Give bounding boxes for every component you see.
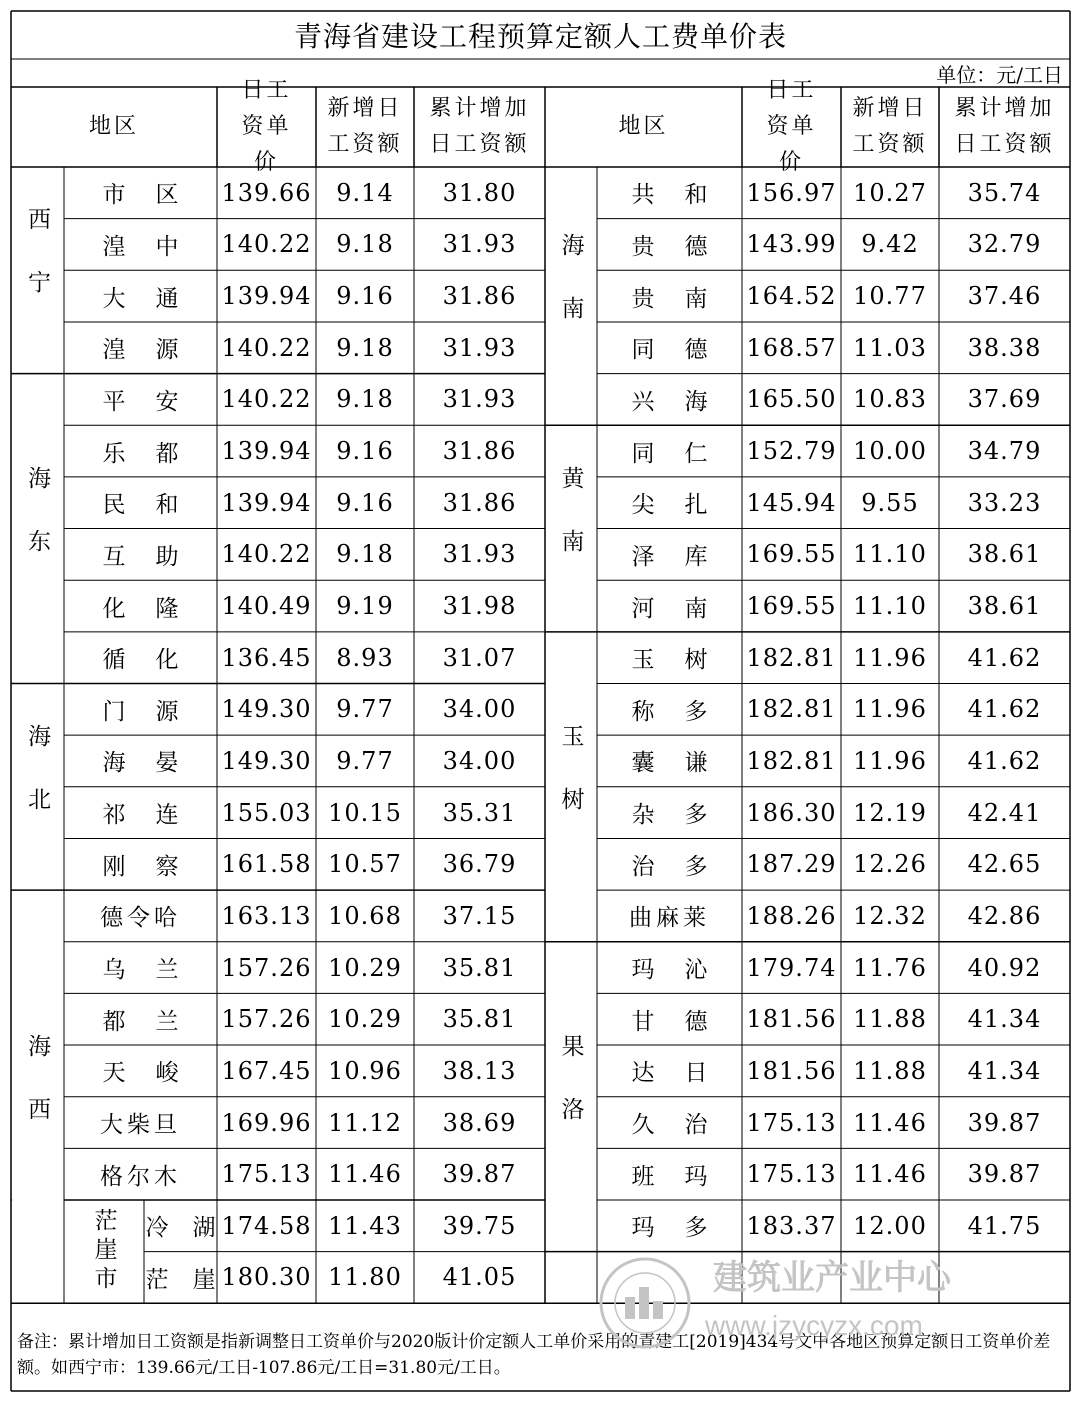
left-cumulative-cell: 31.93 [442,540,517,569]
left-new-increase-cell: 11.80 [328,1263,402,1292]
right-daily-wage-cell: 168.57 [746,333,837,362]
footnote: 备注：累计增加日工资额是指新调整日工资单价与2020版计价定额人工单价采用的青建工[2019]434号文中各地区预算定额日工资单价差额。如西宁市：139.66元/工日-107.86元/工日=31.80元/工日。 [17,1332,1051,1378]
right-new-increase-cell: 10.83 [853,385,927,414]
left-area-cell: 都兰 [102,1008,209,1035]
left-cumulative-cell: 38.69 [442,1108,517,1137]
right-daily-wage-cell: 164.52 [746,282,837,311]
right-new-increase-cell: 11.88 [853,1056,927,1085]
left-cumulative-cell: 39.87 [442,1160,517,1189]
left-daily-wage-cell: 175.13 [221,1160,312,1189]
left-cumulative-cell: 31.93 [442,230,517,259]
left-new-increase-cell: 9.14 [336,178,394,207]
right-area-cell: 玛多 [631,1215,738,1242]
left-cumulative-cell: 39.75 [442,1211,517,1240]
left-cumulative-cell: 35.31 [442,798,517,827]
right-area-cell: 囊谦 [631,750,738,777]
left-new-increase-cell: 10.15 [328,798,402,827]
right-group-2: 玉树 [557,723,584,850]
right-group-0: 海南 [557,233,584,360]
left-cumulative-cell: 35.81 [442,953,517,982]
left-new-increase-cell: 9.18 [336,385,394,414]
left-daily-wage-cell: 157.26 [221,953,312,982]
left-new-increase-cell: 11.43 [328,1211,402,1240]
right-new-increase-cell: 10.27 [853,178,927,207]
left-area-cell: 乐都 [102,440,209,467]
right-area-cell: 兴海 [631,388,738,415]
left-daily-wage-cell: 169.96 [221,1108,312,1137]
left-area-cell: 民和 [102,492,209,519]
left-new-increase-cell: 10.29 [328,1005,402,1034]
header-daily-wage-right: 日工资单价 [766,78,817,175]
header-region-right: 地区 [618,114,669,139]
right-daily-wage-cell: 169.55 [746,540,837,569]
svg-text:www.jzycyzx.com: www.jzycyzx.com [705,1310,923,1341]
left-area-cell: 门源 [102,698,209,725]
right-new-increase-cell: 11.46 [853,1108,927,1137]
header-cumulative-left: 累计增加日工资额 [429,96,530,157]
left-new-increase-cell: 11.46 [328,1160,402,1189]
left-new-increase-cell: 10.29 [328,953,402,982]
left-cumulative-cell: 31.93 [442,385,517,414]
left-daily-wage-cell: 163.13 [221,901,312,930]
left-group-0: 西宁 [24,207,50,334]
right-cumulative-cell: 38.61 [967,592,1042,620]
left-new-increase-cell: 10.68 [328,901,402,930]
unit-label: 单位：元/工日 [936,62,1063,87]
left-area-cell: 乌兰 [102,957,209,984]
right-daily-wage-cell: 175.13 [746,1160,837,1189]
right-daily-wage-cell: 143.99 [746,230,837,259]
right-new-increase-cell: 11.88 [853,1005,927,1034]
right-new-increase-cell: 12.00 [853,1211,927,1240]
left-area-cell: 祁连 [102,802,209,829]
left-cumulative-cell: 31.07 [442,643,517,672]
left-area-cell: 格尔木 [100,1163,181,1190]
left-area-cell: 湟源 [102,337,209,364]
left-daily-wage-cell: 155.03 [221,798,312,827]
left-cumulative-cell: 36.79 [442,850,517,879]
header-new-increase-right: 新增日工资额 [852,96,928,157]
right-cumulative-cell: 38.61 [967,540,1042,569]
right-daily-wage-cell: 145.94 [746,488,837,517]
right-area-cell: 杂多 [631,802,738,829]
left-area-cell: 循化 [102,647,209,674]
left-daily-wage-cell: 174.58 [221,1211,312,1240]
svg-text:建筑业产业中心: 建筑业产业中心 [713,1259,951,1297]
right-area-cell: 玉树 [631,647,738,674]
left-daily-wage-cell: 136.45 [221,643,312,672]
right-new-increase-cell: 11.46 [853,1160,927,1189]
left-new-increase-cell: 9.18 [336,230,394,259]
left-new-increase-cell: 8.93 [336,643,394,672]
right-cumulative-cell: 35.74 [967,178,1042,207]
left-new-increase-cell: 9.16 [336,437,394,466]
right-new-increase-cell: 10.00 [853,437,927,466]
right-area-cell: 泽库 [631,543,738,570]
right-cumulative-cell: 42.65 [967,850,1042,879]
right-cumulative-cell: 41.62 [967,695,1042,724]
left-daily-wage-cell: 139.94 [221,282,312,311]
right-cumulative-cell: 42.86 [967,901,1042,930]
right-new-increase-cell: 12.19 [853,798,927,827]
right-new-increase-cell: 11.96 [853,746,927,775]
right-new-increase-cell: 12.32 [853,901,927,930]
right-cumulative-cell: 41.34 [967,1005,1042,1034]
right-daily-wage-cell: 156.97 [746,178,837,207]
right-cumulative-cell: 37.69 [967,385,1042,414]
left-new-increase-cell: 9.18 [336,540,394,569]
right-daily-wage-cell: 182.81 [746,643,837,672]
right-area-cell: 河南 [631,595,738,622]
right-area-cell: 甘德 [631,1008,738,1035]
right-new-increase-cell: 9.55 [861,488,919,517]
left-daily-wage-cell: 149.30 [221,746,312,775]
right-daily-wage-cell: 182.81 [746,746,837,775]
left-new-increase-cell: 9.18 [336,333,394,362]
left-daily-wage-cell: 139.94 [221,488,312,517]
left-area-cell: 湟中 [102,233,209,260]
left-area-cell: 德令哈 [100,905,181,932]
header-region-left: 地区 [88,114,139,139]
left-area-cell: 化隆 [102,595,209,622]
left-new-increase-cell: 10.57 [328,850,402,879]
right-group-3: 果洛 [557,1033,584,1160]
left-area-cell: 平安 [102,388,209,415]
right-daily-wage-cell: 179.74 [746,953,837,982]
left-area-cell: 大柴旦 [100,1112,181,1138]
right-area-cell: 班玛 [631,1163,738,1190]
right-area-cell: 同仁 [631,440,738,467]
header-daily-wage-left: 日工资单价 [241,78,292,175]
right-cumulative-cell: 41.34 [967,1056,1042,1085]
right-cumulative-cell: 39.87 [967,1108,1042,1137]
left-area-cell: 刚察 [102,853,209,880]
left-cumulative-cell: 34.00 [442,746,517,775]
right-daily-wage-cell: 181.56 [746,1056,837,1085]
right-cumulative-cell: 39.87 [967,1160,1042,1189]
right-area-cell: 久治 [631,1112,738,1138]
left-daily-wage-cell: 140.22 [221,385,312,414]
right-area-cell: 玛沁 [631,957,738,984]
left-group-2: 海北 [24,723,50,850]
right-group-1: 黄南 [557,465,584,592]
right-cumulative-cell: 38.38 [967,333,1042,362]
right-area-cell: 尖扎 [631,492,738,519]
left-daily-wage-cell: 161.58 [221,850,312,879]
left-subgroup-mangya: 茫崖市 [90,1208,117,1296]
right-new-increase-cell: 9.42 [861,230,919,259]
right-daily-wage-cell: 165.50 [746,385,837,414]
right-cumulative-cell: 32.79 [967,230,1042,259]
right-new-increase-cell: 11.10 [853,540,927,569]
right-cumulative-cell: 33.23 [967,488,1042,517]
right-new-increase-cell: 12.26 [853,850,927,879]
left-new-increase-cell: 11.12 [328,1108,402,1137]
header-new-increase-left: 新增日工资额 [327,96,403,157]
left-daily-wage-cell: 140.49 [221,592,312,620]
right-new-increase-cell: 11.96 [853,643,927,672]
right-daily-wage-cell: 186.30 [746,798,837,827]
left-daily-wage-cell: 140.22 [221,230,312,259]
right-cumulative-cell: 41.75 [967,1211,1042,1240]
page-title: 青海省建设工程预算定额人工费单价表 [293,20,787,53]
price-table-sheet [11,11,1070,1391]
right-new-increase-cell: 11.03 [853,333,927,362]
left-daily-wage-cell: 157.26 [221,1005,312,1034]
right-cumulative-cell: 42.41 [967,798,1042,827]
left-new-increase-cell: 9.16 [336,282,394,311]
right-daily-wage-cell: 181.56 [746,1005,837,1034]
left-area-cell: 茫崖 [145,1266,240,1293]
right-daily-wage-cell: 152.79 [746,437,837,466]
left-cumulative-cell: 41.05 [442,1263,517,1292]
header-cumulative-right: 累计增加日工资额 [954,96,1055,157]
right-area-cell: 称多 [631,698,738,725]
left-daily-wage-cell: 140.22 [221,333,312,362]
left-cumulative-cell: 31.86 [442,437,517,466]
right-area-cell: 贵南 [631,285,738,312]
right-daily-wage-cell: 175.13 [746,1108,837,1137]
left-cumulative-cell: 31.86 [442,282,517,311]
right-daily-wage-cell: 182.81 [746,695,837,724]
left-cumulative-cell: 34.00 [442,695,517,724]
left-new-increase-cell: 9.77 [336,695,394,724]
left-daily-wage-cell: 149.30 [221,695,312,724]
right-cumulative-cell: 41.62 [967,643,1042,672]
left-cumulative-cell: 38.13 [442,1056,517,1085]
right-daily-wage-cell: 169.55 [746,592,837,620]
left-cumulative-cell: 31.93 [442,333,517,362]
right-cumulative-cell: 41.62 [967,746,1042,775]
left-area-cell: 海晏 [102,750,209,777]
left-area-cell: 市区 [102,182,209,209]
right-area-cell: 曲麻莱 [629,905,710,932]
right-area-cell: 共和 [631,182,738,209]
left-group-1: 海东 [24,465,50,592]
left-new-increase-cell: 9.16 [336,488,394,517]
left-daily-wage-cell: 140.22 [221,540,312,569]
right-daily-wage-cell: 188.26 [746,901,837,930]
right-cumulative-cell: 34.79 [967,437,1042,466]
right-cumulative-cell: 37.46 [967,282,1042,311]
right-new-increase-cell: 11.76 [853,953,927,982]
right-cumulative-cell: 40.92 [967,953,1042,982]
left-area-cell: 冷湖 [145,1215,240,1242]
right-new-increase-cell: 10.77 [853,282,927,311]
right-daily-wage-cell: 187.29 [746,850,837,879]
left-new-increase-cell: 10.96 [328,1056,402,1085]
right-area-cell: 贵德 [631,233,738,260]
right-area-cell: 达日 [631,1060,738,1087]
right-area-cell: 同德 [631,337,738,364]
left-area-cell: 天峻 [102,1060,209,1087]
left-daily-wage-cell: 139.66 [221,178,312,207]
left-cumulative-cell: 31.80 [442,178,517,207]
left-cumulative-cell: 31.98 [442,592,517,620]
left-new-increase-cell: 9.77 [336,746,394,775]
right-new-increase-cell: 11.10 [853,592,927,620]
left-daily-wage-cell: 167.45 [221,1056,312,1085]
right-area-cell: 治多 [631,853,738,880]
left-area-cell: 大通 [102,285,209,312]
left-daily-wage-cell: 180.30 [221,1263,312,1292]
right-daily-wage-cell: 183.37 [746,1211,837,1240]
left-group-3: 海西 [24,1033,50,1160]
left-cumulative-cell: 35.81 [442,1005,517,1034]
right-new-increase-cell: 11.96 [853,695,927,724]
left-new-increase-cell: 9.19 [336,592,394,620]
left-daily-wage-cell: 139.94 [221,437,312,466]
left-area-cell: 互助 [102,543,209,570]
left-cumulative-cell: 31.86 [442,488,517,517]
left-cumulative-cell: 37.15 [442,901,517,930]
